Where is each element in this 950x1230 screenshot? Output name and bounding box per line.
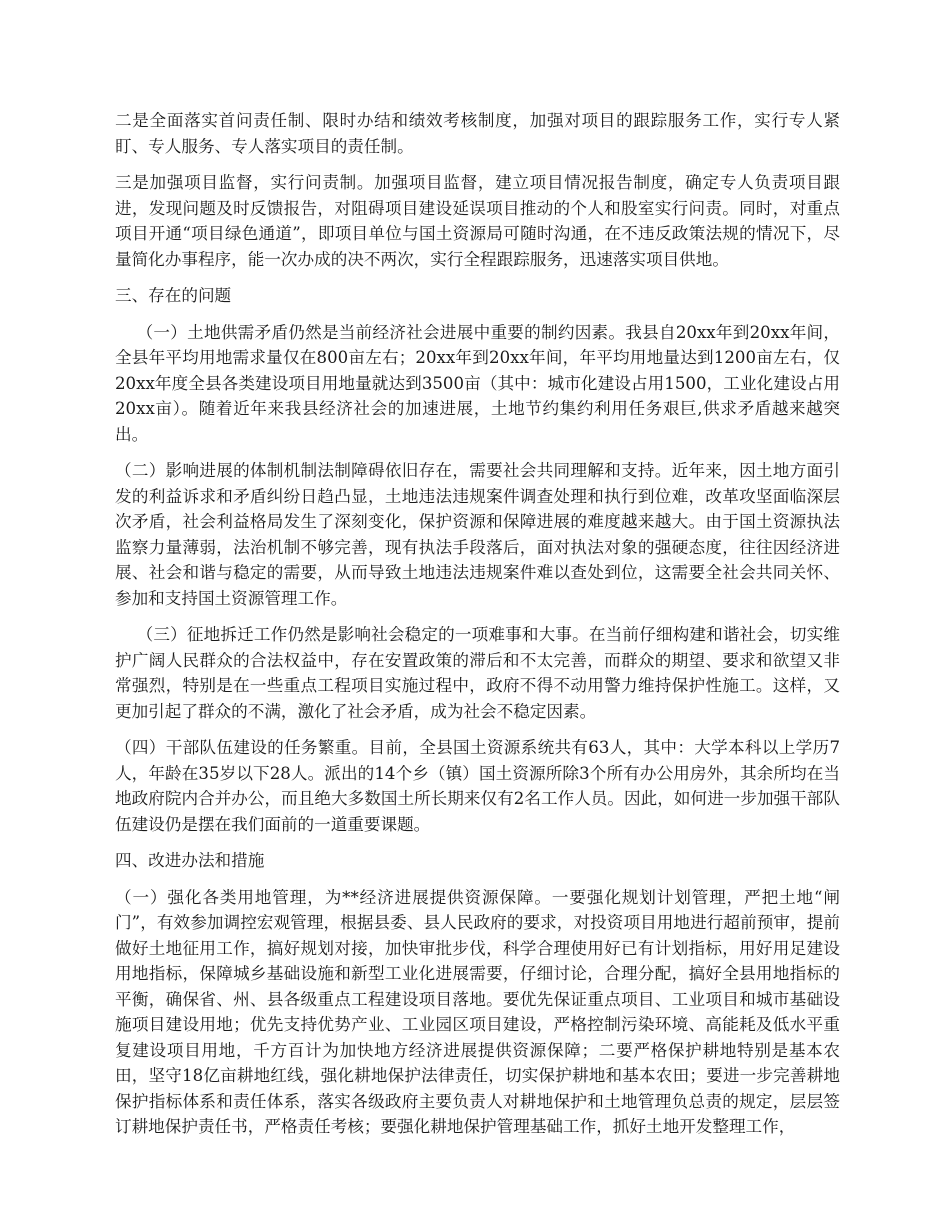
paragraph-measure-1: （一）强化各类用地管理，为**经济进展提供资源保障。一要强化规划计划管理，严把土地“闸门”，有效参加调控宏观管理，根据县委、县人民政府的要求，对投资项目用地进行超前预审，提前做好土地征用工作，搞好规划对接，加快审批步伐，科学合理使用好已有计划指标，用好用足建设用地指标，保障城乡基础设施和新型工业化进展需要，仔细讨论，合理分配，搞好全县用地指标的平衡，确保省、州、县各级重点工程建设项目落地。要优先保证重点项目、工业项目和城市基础设施项目建设用地；优先支持优势产业、工业园区项目建设，严格控制污染环境、高能耗及低水平重复建设项目用地，千方百计为加快地方经济进展提供资源保障；二要严格保护耕地特别是基本农田，坚守18亿亩耕地红线，强化耕地保护法律责任，切实保护耕地和基本农田；要进一步完善耕地保护指标体系和责任体系，落实各级政府主要负责人对耕地保护和土地管理负总责的规定，层层签订耕地保护责任书，严格责任考核；要强化耕地保护管理基础工作，抓好土地开发整理工作， (115, 887, 840, 1136)
paragraph-problem-4: （四）干部队伍建设的任务繁重。目前，全县国土资源系统共有63人，其中：大学本科以上学历7人，年龄在35岁以下28人。派出的14个乡（镇）国土资源所除3个所有办公用房外，其余所均在当地政府院内合并办公，而且绝大多数国土所长期来仅有2名工作人员。因此，如何进一步加强干部队伍建设仍是摆在我们面前的一道重要课题。 (115, 738, 840, 834)
paragraph-problem-3: （三）征地拆迁工作仍然是影响社会稳定的一项难事和大事。在当前仔细构建和谐社会，切实维护广阔人民群众的合法权益中，存在安置政策的滞后和不太完善，而群众的期望、要求和欲望又非常强烈，特别是在一些重点工程项目实施过程中，政府不得不动用警力维持保护性施工。这样，又更加引起了群众的不满，激化了社会矛盾，成为社会不稳定因素。 (115, 625, 840, 721)
paragraph-supervision: 三是加强项目监督，实行问责制。加强项目监督，建立项目情况报告制度，确定专人负责项目跟进，发现问题及时反馈报告，对阻碍项目建设延误项目推动的个人和股室实行问责。同时，对重点项目开通“项目绿色通道”，即项目单位与国土资源局可随时沟通，在不违反政策法规的情况下，尽量简化办事程序，能一次办成的决不两次，实行全程跟踪服务，迅速落实项目供地。 (115, 173, 840, 269)
document-body (115, 108, 840, 1151)
paragraph-problem-1: （一）土地供需矛盾仍然是当前经济社会进展中重要的制约因素。我县自20xx年到20xx年间，全县年平均用地需求量仅在800亩左右；20xx年到20xx年间，年平均用地量达到1200亩左右，仅20xx年度全县各类建设项目用地量就达到3500亩（其中：城市化建设占用1500，工业化建设占用20xx亩）。随着近年来我县经济社会的加速进展，土地节约集约利用任务艰巨,供求矛盾越来越突出。 (115, 322, 840, 444)
paragraph-problem-2: （二）影响进展的体制机制法制障碍依旧存在，需要社会共同理解和支持。近年来，因土地方面引发的利益诉求和矛盾纠纷日趋凸显，土地违法违规案件调查处理和执行到位难，改革攻坚面临深层次矛盾，社会利益格局发生了深刻变化，保护资源和保障进展的难度越来越大。由于国土资源执法监察力量薄弱，法治机制不够完善，现有执法手段落后，面对执法对象的强硬态度，往往因经济进展、社会和谐与稳定的需要，从而导致土地违法违规案件难以查处到位，这需要全社会共同关怀、参加和支持国土资源管理工作。 (115, 461, 840, 608)
section-heading-measures: 四、改进办法和措施 (115, 851, 265, 870)
paragraph-accountability: 二是全面落实首问责任制、限时办结和绩效考核制度，加强对项目的跟踪服务工作，实行专人紧盯、专人服务、专人落实项目的责任制。 (115, 111, 840, 156)
section-heading-problems: 三、存在的问题 (115, 286, 232, 305)
